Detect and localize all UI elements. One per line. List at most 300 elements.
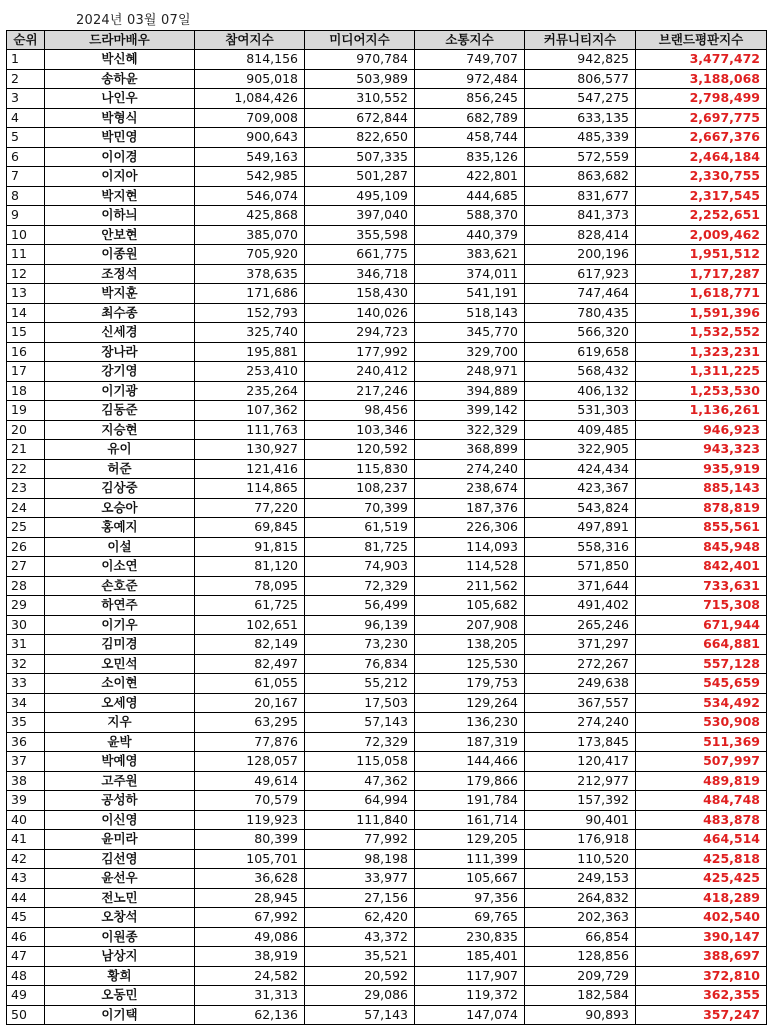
- community-index-cell: 249,153: [525, 869, 636, 889]
- table-row: [7, 89, 767, 109]
- brand-reputation-index-cell: 1,951,512: [636, 245, 767, 265]
- rank-cell: 15: [7, 323, 45, 343]
- actor-name-cell: 박민영: [45, 128, 195, 148]
- community-index-cell: 497,891: [525, 518, 636, 538]
- header-community: 커뮤니티지수: [525, 31, 636, 50]
- communication-index-cell: 69,765: [415, 908, 525, 928]
- table-row: [7, 908, 767, 928]
- brand-reputation-index-cell: 507,997: [636, 752, 767, 772]
- actor-name-cell: 이소연: [45, 557, 195, 577]
- actor-name-cell: 김동준: [45, 401, 195, 421]
- rank-cell: 33: [7, 674, 45, 694]
- rank-cell: 44: [7, 888, 45, 908]
- communication-index-cell: 274,240: [415, 459, 525, 479]
- community-index-cell: 409,485: [525, 420, 636, 440]
- participation-index-cell: 67,992: [195, 908, 305, 928]
- actor-name-cell: 박지현: [45, 186, 195, 206]
- brand-reputation-index-cell: 1,323,231: [636, 342, 767, 362]
- brand-reputation-index-cell: 845,948: [636, 537, 767, 557]
- actor-name-cell: 이신영: [45, 810, 195, 830]
- communication-index-cell: 541,191: [415, 284, 525, 304]
- table-row: [7, 147, 767, 167]
- header-brand-reputation: 브랜드평판지수: [636, 31, 767, 50]
- actor-name-cell: 강기영: [45, 362, 195, 382]
- brand-reputation-index-cell: 946,923: [636, 420, 767, 440]
- media-index-cell: 72,329: [305, 732, 415, 752]
- table-row: [7, 615, 767, 635]
- communication-index-cell: 117,907: [415, 966, 525, 986]
- header-communication: 소통지수: [415, 31, 525, 50]
- brand-reputation-index-cell: 1,136,261: [636, 401, 767, 421]
- communication-index-cell: 119,372: [415, 986, 525, 1006]
- header-actor: 드라마배우: [45, 31, 195, 50]
- community-index-cell: 558,316: [525, 537, 636, 557]
- table-row: [7, 693, 767, 713]
- community-index-cell: 173,845: [525, 732, 636, 752]
- brand-reputation-index-cell: 733,631: [636, 576, 767, 596]
- brand-reputation-index-cell: 935,919: [636, 459, 767, 479]
- participation-index-cell: 61,055: [195, 674, 305, 694]
- media-index-cell: 29,086: [305, 986, 415, 1006]
- brand-reputation-index-cell: 1,253,530: [636, 381, 767, 401]
- participation-index-cell: 69,845: [195, 518, 305, 538]
- participation-index-cell: 49,086: [195, 927, 305, 947]
- community-index-cell: 841,373: [525, 206, 636, 226]
- communication-index-cell: 161,714: [415, 810, 525, 830]
- community-index-cell: 322,905: [525, 440, 636, 460]
- table-row: [7, 206, 767, 226]
- table-row: [7, 498, 767, 518]
- rank-cell: 30: [7, 615, 45, 635]
- communication-index-cell: 138,205: [415, 635, 525, 655]
- media-index-cell: 98,456: [305, 401, 415, 421]
- date-label: 2024년 03월 07일: [76, 13, 191, 28]
- participation-index-cell: 542,985: [195, 167, 305, 187]
- table-row: [7, 986, 767, 1006]
- media-index-cell: 294,723: [305, 323, 415, 343]
- actor-name-cell: 이원종: [45, 927, 195, 947]
- rank-cell: 4: [7, 108, 45, 128]
- media-index-cell: 103,346: [305, 420, 415, 440]
- rank-cell: 12: [7, 264, 45, 284]
- table-row: [7, 186, 767, 206]
- communication-index-cell: 374,011: [415, 264, 525, 284]
- community-index-cell: 619,658: [525, 342, 636, 362]
- media-index-cell: 240,412: [305, 362, 415, 382]
- actor-name-cell: 손호준: [45, 576, 195, 596]
- rank-cell: 8: [7, 186, 45, 206]
- community-index-cell: 120,417: [525, 752, 636, 772]
- rank-cell: 28: [7, 576, 45, 596]
- participation-index-cell: 82,149: [195, 635, 305, 655]
- participation-index-cell: 111,763: [195, 420, 305, 440]
- brand-reputation-index-cell: 878,819: [636, 498, 767, 518]
- rank-cell: 32: [7, 654, 45, 674]
- brand-reputation-index-cell: 1,311,225: [636, 362, 767, 382]
- actor-name-cell: 윤미라: [45, 830, 195, 850]
- community-index-cell: 200,196: [525, 245, 636, 265]
- brand-reputation-index-cell: 3,188,068: [636, 69, 767, 89]
- brand-reputation-index-cell: 715,308: [636, 596, 767, 616]
- brand-reputation-index-cell: 557,128: [636, 654, 767, 674]
- rank-cell: 40: [7, 810, 45, 830]
- actor-name-cell: 황희: [45, 966, 195, 986]
- rank-cell: 10: [7, 225, 45, 245]
- table-row: [7, 459, 767, 479]
- table-row: [7, 362, 767, 382]
- table-row: [7, 128, 767, 148]
- participation-index-cell: 36,628: [195, 869, 305, 889]
- table-row: [7, 713, 767, 733]
- actor-name-cell: 김미경: [45, 635, 195, 655]
- table-row: [7, 927, 767, 947]
- media-index-cell: 96,139: [305, 615, 415, 635]
- participation-index-cell: 546,074: [195, 186, 305, 206]
- participation-index-cell: 61,725: [195, 596, 305, 616]
- actor-name-cell: 김상중: [45, 479, 195, 499]
- rank-cell: 23: [7, 479, 45, 499]
- actor-name-cell: 이종원: [45, 245, 195, 265]
- community-index-cell: 128,856: [525, 947, 636, 967]
- communication-index-cell: 835,126: [415, 147, 525, 167]
- actor-name-cell: 안보현: [45, 225, 195, 245]
- media-index-cell: 47,362: [305, 771, 415, 791]
- media-index-cell: 115,058: [305, 752, 415, 772]
- community-index-cell: 423,367: [525, 479, 636, 499]
- rank-cell: 27: [7, 557, 45, 577]
- media-index-cell: 507,335: [305, 147, 415, 167]
- table-row: [7, 771, 767, 791]
- rank-cell: 2: [7, 69, 45, 89]
- rank-cell: 22: [7, 459, 45, 479]
- media-index-cell: 355,598: [305, 225, 415, 245]
- participation-index-cell: 378,635: [195, 264, 305, 284]
- rank-cell: 42: [7, 849, 45, 869]
- media-index-cell: 56,499: [305, 596, 415, 616]
- actor-name-cell: 이기우: [45, 615, 195, 635]
- media-index-cell: 76,834: [305, 654, 415, 674]
- actor-name-cell: 유이: [45, 440, 195, 460]
- table-row: [7, 245, 767, 265]
- community-index-cell: 828,414: [525, 225, 636, 245]
- participation-index-cell: 709,008: [195, 108, 305, 128]
- table-body: [7, 50, 767, 1025]
- table-row: [7, 225, 767, 245]
- table-row: [7, 732, 767, 752]
- participation-index-cell: 105,701: [195, 849, 305, 869]
- actor-name-cell: 박지훈: [45, 284, 195, 304]
- community-index-cell: 571,850: [525, 557, 636, 577]
- communication-index-cell: 394,889: [415, 381, 525, 401]
- media-index-cell: 33,977: [305, 869, 415, 889]
- table-row: [7, 284, 767, 304]
- rank-cell: 3: [7, 89, 45, 109]
- table-row: [7, 303, 767, 323]
- media-index-cell: 111,840: [305, 810, 415, 830]
- rank-cell: 49: [7, 986, 45, 1006]
- actor-name-cell: 윤선우: [45, 869, 195, 889]
- media-index-cell: 43,372: [305, 927, 415, 947]
- table-row: [7, 342, 767, 362]
- participation-index-cell: 121,416: [195, 459, 305, 479]
- communication-index-cell: 226,306: [415, 518, 525, 538]
- participation-index-cell: 82,497: [195, 654, 305, 674]
- table-row: [7, 674, 767, 694]
- participation-index-cell: 49,614: [195, 771, 305, 791]
- media-index-cell: 397,040: [305, 206, 415, 226]
- communication-index-cell: 111,399: [415, 849, 525, 869]
- brand-reputation-index-cell: 362,355: [636, 986, 767, 1006]
- table-row: [7, 849, 767, 869]
- communication-index-cell: 399,142: [415, 401, 525, 421]
- actor-name-cell: 지승현: [45, 420, 195, 440]
- brand-reputation-index-cell: 2,798,499: [636, 89, 767, 109]
- rank-cell: 48: [7, 966, 45, 986]
- participation-index-cell: 130,927: [195, 440, 305, 460]
- brand-reputation-index-cell: 2,464,184: [636, 147, 767, 167]
- actor-name-cell: 홍예지: [45, 518, 195, 538]
- rank-cell: 21: [7, 440, 45, 460]
- media-index-cell: 74,903: [305, 557, 415, 577]
- media-index-cell: 115,830: [305, 459, 415, 479]
- participation-index-cell: 107,362: [195, 401, 305, 421]
- table-row: [7, 381, 767, 401]
- actor-name-cell: 박신혜: [45, 50, 195, 70]
- actor-name-cell: 박예영: [45, 752, 195, 772]
- brand-reputation-index-cell: 357,247: [636, 1005, 767, 1025]
- participation-index-cell: 62,136: [195, 1005, 305, 1025]
- rank-cell: 11: [7, 245, 45, 265]
- rank-cell: 7: [7, 167, 45, 187]
- community-index-cell: 780,435: [525, 303, 636, 323]
- community-index-cell: 367,557: [525, 693, 636, 713]
- actor-name-cell: 송하윤: [45, 69, 195, 89]
- communication-index-cell: 136,230: [415, 713, 525, 733]
- media-index-cell: 501,287: [305, 167, 415, 187]
- table-row: [7, 576, 767, 596]
- table-row: [7, 654, 767, 674]
- actor-name-cell: 최수종: [45, 303, 195, 323]
- participation-index-cell: 128,057: [195, 752, 305, 772]
- community-index-cell: 406,132: [525, 381, 636, 401]
- brand-reputation-index-cell: 418,289: [636, 888, 767, 908]
- brand-reputation-index-cell: 402,540: [636, 908, 767, 928]
- community-index-cell: 371,297: [525, 635, 636, 655]
- rank-cell: 39: [7, 791, 45, 811]
- participation-index-cell: 425,868: [195, 206, 305, 226]
- communication-index-cell: 749,707: [415, 50, 525, 70]
- community-index-cell: 617,923: [525, 264, 636, 284]
- communication-index-cell: 682,789: [415, 108, 525, 128]
- media-index-cell: 108,237: [305, 479, 415, 499]
- header-participation: 참여지수: [195, 31, 305, 50]
- rank-cell: 46: [7, 927, 45, 947]
- communication-index-cell: 972,484: [415, 69, 525, 89]
- actor-name-cell: 오민석: [45, 654, 195, 674]
- actor-name-cell: 이기광: [45, 381, 195, 401]
- community-index-cell: 942,825: [525, 50, 636, 70]
- table-row: [7, 264, 767, 284]
- actor-name-cell: 김선영: [45, 849, 195, 869]
- community-index-cell: 863,682: [525, 167, 636, 187]
- community-index-cell: 182,584: [525, 986, 636, 1006]
- communication-index-cell: 856,245: [415, 89, 525, 109]
- communication-index-cell: 329,700: [415, 342, 525, 362]
- community-index-cell: 424,434: [525, 459, 636, 479]
- brand-reputation-index-cell: 530,908: [636, 713, 767, 733]
- communication-index-cell: 191,784: [415, 791, 525, 811]
- brand-reputation-table: [6, 30, 767, 1025]
- media-index-cell: 77,992: [305, 830, 415, 850]
- communication-index-cell: 368,899: [415, 440, 525, 460]
- actor-name-cell: 오승아: [45, 498, 195, 518]
- brand-reputation-index-cell: 1,532,552: [636, 323, 767, 343]
- communication-index-cell: 129,205: [415, 830, 525, 850]
- rank-cell: 16: [7, 342, 45, 362]
- rank-cell: 36: [7, 732, 45, 752]
- communication-index-cell: 187,376: [415, 498, 525, 518]
- brand-reputation-index-cell: 943,323: [636, 440, 767, 460]
- brand-reputation-index-cell: 425,425: [636, 869, 767, 889]
- media-index-cell: 35,521: [305, 947, 415, 967]
- brand-reputation-index-cell: 464,514: [636, 830, 767, 850]
- community-index-cell: 264,832: [525, 888, 636, 908]
- brand-reputation-index-cell: 388,697: [636, 947, 767, 967]
- table-row: [7, 791, 767, 811]
- brand-reputation-index-cell: 2,252,651: [636, 206, 767, 226]
- participation-index-cell: 900,643: [195, 128, 305, 148]
- rank-cell: 38: [7, 771, 45, 791]
- community-index-cell: 90,401: [525, 810, 636, 830]
- table-row: [7, 537, 767, 557]
- participation-index-cell: 63,295: [195, 713, 305, 733]
- community-index-cell: 531,303: [525, 401, 636, 421]
- actor-name-cell: 공성하: [45, 791, 195, 811]
- communication-index-cell: 147,074: [415, 1005, 525, 1025]
- actor-name-cell: 전노민: [45, 888, 195, 908]
- participation-index-cell: 325,740: [195, 323, 305, 343]
- communication-index-cell: 105,667: [415, 869, 525, 889]
- media-index-cell: 970,784: [305, 50, 415, 70]
- community-index-cell: 209,729: [525, 966, 636, 986]
- actor-name-cell: 오동민: [45, 986, 195, 1006]
- table-row: [7, 869, 767, 889]
- community-index-cell: 572,559: [525, 147, 636, 167]
- media-index-cell: 310,552: [305, 89, 415, 109]
- media-index-cell: 17,503: [305, 693, 415, 713]
- table-row: [7, 69, 767, 89]
- actor-name-cell: 허준: [45, 459, 195, 479]
- participation-index-cell: 549,163: [195, 147, 305, 167]
- participation-index-cell: 80,399: [195, 830, 305, 850]
- table-row: [7, 420, 767, 440]
- media-index-cell: 27,156: [305, 888, 415, 908]
- communication-index-cell: 114,093: [415, 537, 525, 557]
- communication-index-cell: 458,744: [415, 128, 525, 148]
- participation-index-cell: 81,120: [195, 557, 305, 577]
- actor-name-cell: 박형식: [45, 108, 195, 128]
- community-index-cell: 249,638: [525, 674, 636, 694]
- brand-reputation-index-cell: 671,944: [636, 615, 767, 635]
- community-index-cell: 274,240: [525, 713, 636, 733]
- communication-index-cell: 179,866: [415, 771, 525, 791]
- media-index-cell: 346,718: [305, 264, 415, 284]
- media-index-cell: 64,994: [305, 791, 415, 811]
- brand-reputation-index-cell: 483,878: [636, 810, 767, 830]
- communication-index-cell: 238,674: [415, 479, 525, 499]
- community-index-cell: 157,392: [525, 791, 636, 811]
- rank-cell: 35: [7, 713, 45, 733]
- communication-index-cell: 114,528: [415, 557, 525, 577]
- rank-cell: 29: [7, 596, 45, 616]
- communication-index-cell: 129,264: [415, 693, 525, 713]
- rank-cell: 47: [7, 947, 45, 967]
- participation-index-cell: 119,923: [195, 810, 305, 830]
- rank-cell: 14: [7, 303, 45, 323]
- brand-reputation-index-cell: 2,330,755: [636, 167, 767, 187]
- table-row: [7, 966, 767, 986]
- actor-name-cell: 이기택: [45, 1005, 195, 1025]
- communication-index-cell: 440,379: [415, 225, 525, 245]
- rank-cell: 1: [7, 50, 45, 70]
- table-row: [7, 557, 767, 577]
- participation-index-cell: 70,579: [195, 791, 305, 811]
- header-media: 미디어지수: [305, 31, 415, 50]
- actor-name-cell: 고주원: [45, 771, 195, 791]
- community-index-cell: 212,977: [525, 771, 636, 791]
- media-index-cell: 98,198: [305, 849, 415, 869]
- actor-name-cell: 이지아: [45, 167, 195, 187]
- brand-reputation-index-cell: 534,492: [636, 693, 767, 713]
- community-index-cell: 66,854: [525, 927, 636, 947]
- communication-index-cell: 383,621: [415, 245, 525, 265]
- brand-reputation-index-cell: 1,618,771: [636, 284, 767, 304]
- participation-index-cell: 171,686: [195, 284, 305, 304]
- brand-reputation-index-cell: 1,717,287: [636, 264, 767, 284]
- participation-index-cell: 195,881: [195, 342, 305, 362]
- table-row: [7, 108, 767, 128]
- media-index-cell: 177,992: [305, 342, 415, 362]
- communication-index-cell: 588,370: [415, 206, 525, 226]
- media-index-cell: 55,212: [305, 674, 415, 694]
- communication-index-cell: 125,530: [415, 654, 525, 674]
- rank-cell: 19: [7, 401, 45, 421]
- participation-index-cell: 705,920: [195, 245, 305, 265]
- communication-index-cell: 105,682: [415, 596, 525, 616]
- media-index-cell: 120,592: [305, 440, 415, 460]
- actor-name-cell: 신세경: [45, 323, 195, 343]
- actor-name-cell: 오창석: [45, 908, 195, 928]
- brand-reputation-index-cell: 390,147: [636, 927, 767, 947]
- media-index-cell: 495,109: [305, 186, 415, 206]
- media-index-cell: 217,246: [305, 381, 415, 401]
- communication-index-cell: 422,801: [415, 167, 525, 187]
- communication-index-cell: 345,770: [415, 323, 525, 343]
- table-row: [7, 50, 767, 70]
- participation-index-cell: 20,167: [195, 693, 305, 713]
- communication-index-cell: 187,319: [415, 732, 525, 752]
- rank-cell: 18: [7, 381, 45, 401]
- table-row: [7, 440, 767, 460]
- table-row: [7, 635, 767, 655]
- communication-index-cell: 185,401: [415, 947, 525, 967]
- brand-reputation-index-cell: 885,143: [636, 479, 767, 499]
- brand-reputation-index-cell: 2,009,462: [636, 225, 767, 245]
- community-index-cell: 176,918: [525, 830, 636, 850]
- media-index-cell: 61,519: [305, 518, 415, 538]
- participation-index-cell: 814,156: [195, 50, 305, 70]
- brand-reputation-index-cell: 511,369: [636, 732, 767, 752]
